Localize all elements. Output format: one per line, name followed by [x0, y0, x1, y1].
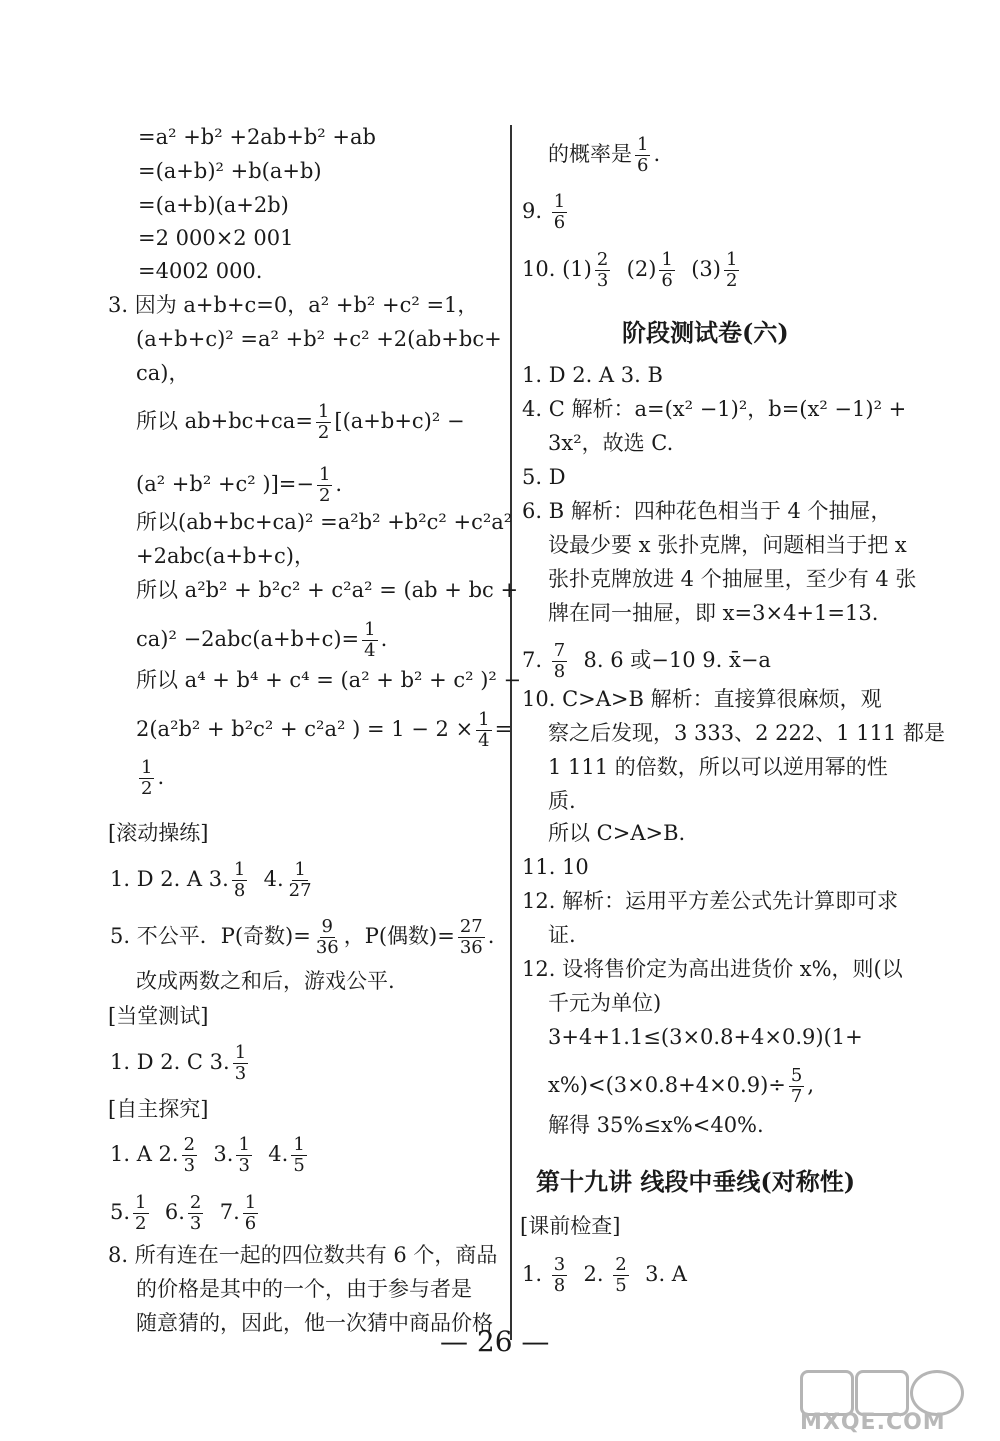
section-self-explore: [自主探究]: [108, 1097, 209, 1121]
fraction: [232, 860, 247, 901]
right-top-tail: .: [653, 142, 661, 166]
fraction: [476, 710, 491, 751]
q3-line-1: 3. 因为 a+b+c=0，a² +b² +c² =1，: [108, 293, 479, 317]
in-class-answers: 1. D 2. C 3.: [110, 1050, 230, 1074]
fraction: [314, 917, 341, 958]
denominator: 6: [661, 270, 673, 291]
q3-line-6: 所以(ab+bc+ca)² =a²b² +b²c² +c²a²: [136, 510, 513, 534]
q3-line-5: [136, 465, 342, 506]
explore-8-line-2: 的价格是其中的一个，由于参与者是: [136, 1277, 472, 1301]
stage-12f-tail: ,: [807, 1073, 815, 1097]
fraction: [635, 135, 650, 176]
stage-line-10c: 1 111 的倍数，所以可以逆用幂的性: [548, 755, 888, 779]
stage-line-12g: 解得 35%≤x%<40%.: [548, 1113, 764, 1137]
numerator: 1: [318, 464, 331, 485]
stage-line-7: [522, 641, 771, 682]
denominator: 8: [553, 661, 566, 682]
fraction: [236, 1135, 251, 1176]
answer-10: [522, 250, 742, 291]
fraction: [317, 465, 332, 506]
stage-line-4b: 3x²，故选 C.: [548, 431, 674, 455]
q3-line-4: [136, 402, 465, 443]
numerator: 1: [317, 401, 330, 422]
numerator: 1: [293, 1134, 305, 1155]
denominator: 8: [233, 880, 246, 901]
fraction: [552, 1255, 567, 1296]
rolling-5-text: 5. 不公平．P(奇数)=: [110, 924, 311, 948]
denominator: 3: [596, 270, 609, 291]
numerator: 2: [615, 1254, 627, 1275]
denominator: 36: [459, 937, 483, 958]
q3-line-11: [136, 710, 512, 751]
stage-line-6d: 牌在同一抽屉，即 x=3×4+1=13.: [548, 601, 879, 625]
fraction: [139, 758, 154, 799]
numerator: 1: [238, 1134, 250, 1155]
answer-10-part-3: (3): [691, 257, 721, 281]
right-top-line: [548, 135, 660, 176]
stage-line-6a: 6. B 解析：四种花色相当于 4 个抽屉，: [522, 499, 892, 523]
eq-line-4: =2 000×2 001: [138, 226, 294, 250]
explore-answers-d: 5.: [110, 1200, 131, 1224]
denominator: 3: [234, 1063, 247, 1084]
denominator: 27: [288, 880, 312, 901]
explore-line-1: [110, 1135, 310, 1176]
numerator: 1: [294, 859, 306, 880]
rolling-line-5: [110, 917, 494, 958]
numerator: 2: [189, 1192, 202, 1213]
numerator: 1: [141, 757, 153, 778]
right-top-text: 的概率是: [548, 142, 632, 166]
eq-line-1: =a² +b² +2ab+b² +ab: [138, 125, 376, 149]
stage-line-10e: 所以 C>A>B.: [548, 821, 686, 845]
q3-line-7: +2abc(a+b+c)，: [136, 544, 315, 568]
stage-line-12d: 千元为单位): [548, 991, 662, 1015]
denominator: 3: [238, 1155, 250, 1176]
rolling-line-5b: 改成两数之和后，游戏公平.: [136, 969, 395, 993]
denominator: 7: [790, 1086, 803, 1107]
fraction: [724, 250, 739, 291]
answer-9: [522, 192, 570, 233]
stage-line-12b: 证.: [548, 923, 576, 947]
numerator: 2: [596, 249, 609, 270]
pre-check-line-1: [522, 1255, 687, 1296]
denominator: 2: [141, 778, 153, 799]
explore-8-line-1: 8. 所有连在一起的四位数共有 6 个，商品: [108, 1243, 498, 1267]
q3-line-5-tail: .: [335, 472, 343, 496]
section-rolling: [滚动操练]: [108, 821, 209, 845]
q3-line-5-text: (a² +b² +c² )]=−: [136, 472, 314, 496]
q3-line-9-text: ca)² −2abc(a+b+c)=: [136, 627, 360, 651]
page-number: — 26 —: [440, 1325, 550, 1358]
numerator: 1: [244, 1192, 257, 1213]
denominator: 4: [364, 640, 376, 661]
q3-line-10: 所以 a⁴ + b⁴ + c⁴ = (a² + b² + c² )² −: [136, 668, 522, 692]
numerator: 2: [183, 1134, 196, 1155]
eq-line-5: =4002 000.: [138, 259, 263, 283]
fraction: [233, 1043, 248, 1084]
stage-7-rest: 8. 6 或−10 9. x̄−a: [583, 648, 771, 672]
numerator: 7: [553, 640, 566, 661]
eq-line-3: =(a+b)(a+2b): [138, 193, 289, 217]
stage-line-12c: 12. 设将售价定为高出进货价 x%，则(以: [522, 957, 903, 981]
q3-line-12-tail: .: [157, 765, 165, 789]
stage-12f-text: x%)<(3×0.8+4×0.9)÷: [548, 1073, 786, 1097]
denominator: 3: [183, 1155, 196, 1176]
q3-line-4-text: 所以 ab+bc+ca=: [136, 409, 313, 433]
site-watermark: [800, 1370, 990, 1436]
answer-9-label: 9.: [522, 199, 543, 223]
numerator: 1: [637, 134, 649, 155]
denominator: 6: [244, 1213, 257, 1234]
stage-line-10d: 质.: [548, 789, 576, 813]
rolling-line-1: [110, 860, 317, 901]
fraction: [182, 1135, 197, 1176]
numerator: 1: [725, 249, 738, 270]
denominator: 6: [637, 155, 649, 176]
fraction: [188, 1193, 203, 1234]
denominator: 5: [293, 1155, 305, 1176]
fraction: [613, 1255, 628, 1296]
q3-line-11-text: 2(a²b² + b²c² + c²a² ) = 1 − 2 ×: [136, 717, 474, 741]
rolling-answers-b: 4.: [263, 867, 284, 891]
pre-check-1-label: 1.: [522, 1262, 543, 1286]
explore-line-2: [110, 1193, 261, 1234]
stage-line-12e: 3+4+1.1≤(3×0.8+4×0.9)(1+: [548, 1025, 863, 1049]
numerator: 1: [364, 619, 376, 640]
stage-line-11: 11. 10: [522, 855, 589, 879]
in-class-line-1: [110, 1043, 251, 1084]
numerator: 1: [553, 191, 566, 212]
watermark-text: MXQE.COM: [800, 1410, 946, 1435]
fraction: [243, 1193, 258, 1234]
denominator: 6: [553, 212, 566, 233]
stage-line-6c: 张扑克牌放进 4 个抽屉里，至少有 4 张: [548, 567, 917, 591]
numerator: 27: [459, 916, 483, 937]
explore-answers-f: 7.: [219, 1200, 240, 1224]
q3-line-2: (a+b+c)² =a² +b² +c² +2(ab+bc+: [136, 327, 502, 351]
denominator: 36: [315, 937, 339, 958]
stage-line-10a: 10. C>A>B 解析：直接算很麻烦，观: [522, 687, 882, 711]
fraction: [362, 620, 377, 661]
numerator: 1: [661, 249, 673, 270]
rolling-5-tail: .: [487, 924, 495, 948]
stage-line-4a: 4. C 解析：a=(x² −1)²，b=(x² −1)² +: [522, 397, 907, 421]
explore-answers-e: 6.: [164, 1200, 185, 1224]
numerator: 9: [321, 916, 333, 937]
explore-8-line-3: 随意猜的，因此，他一次猜中商品价格: [136, 1311, 493, 1335]
explore-answers-c: 4.: [268, 1142, 289, 1166]
denominator: 4: [478, 730, 490, 751]
stage-7-label: 7.: [522, 648, 543, 672]
fraction: [133, 1193, 148, 1234]
fraction: [287, 860, 314, 901]
section-pre-check: [课前检查]: [520, 1214, 621, 1238]
stage-line-10b: 察之后发现，3 333、2 222、1 111 都是: [548, 721, 946, 745]
fraction: [316, 402, 331, 443]
numerator: 3: [553, 1254, 566, 1275]
fraction: [789, 1066, 804, 1107]
pre-check-3: 3. A: [645, 1262, 687, 1286]
eq-line-2: =(a+b)² +b(a+b): [138, 159, 322, 183]
denominator: 2: [725, 270, 738, 291]
fraction: [552, 641, 567, 682]
q3-line-9: [136, 620, 387, 661]
denominator: 2: [318, 485, 331, 506]
q3-line-11-tail: =: [494, 717, 513, 741]
numerator: 5: [790, 1065, 803, 1086]
q3-line-9-tail: .: [380, 627, 388, 651]
fraction: [595, 250, 610, 291]
pre-check-2-label: 2.: [583, 1262, 604, 1286]
q3-line-3: ca)，: [136, 361, 190, 385]
q3-line-4-tail: [(a+b+c)² −: [334, 409, 465, 433]
numerator: 1: [233, 859, 246, 880]
fraction: [552, 192, 567, 233]
numerator: 1: [478, 709, 490, 730]
stage-line-5: 5. D: [522, 465, 566, 489]
section-in-class-test: [当堂测试]: [108, 1004, 209, 1028]
explore-answers-a: 1. A 2.: [110, 1142, 179, 1166]
stage-line-6b: 设最少要 x 张扑克牌，问题相当于把 x: [548, 533, 907, 557]
q3-line-8: 所以 a²b² + b²c² + c²a² = (ab + bc +: [136, 578, 519, 602]
answer-10-part-2: (2): [626, 257, 657, 281]
numerator: 1: [234, 1042, 247, 1063]
explore-answers-b: 3.: [213, 1142, 234, 1166]
rolling-answers-a: 1. D 2. A 3.: [110, 867, 229, 891]
denominator: 5: [615, 1275, 627, 1296]
stage-test-title: 阶段测试卷(六): [622, 318, 789, 347]
denominator: 3: [189, 1213, 202, 1234]
answer-10-part-1: 10. (1): [522, 257, 592, 281]
numerator: 1: [135, 1192, 147, 1213]
fraction: [659, 250, 674, 291]
q3-line-12: [136, 758, 164, 799]
stage-line-12a: 12. 解析：运用平方差公式先计算即可求: [522, 889, 899, 913]
fraction: [291, 1135, 306, 1176]
stage-line-1: 1. D 2. A 3. B: [522, 363, 663, 387]
fraction: [458, 917, 485, 958]
denominator: 8: [553, 1275, 566, 1296]
denominator: 2: [317, 422, 330, 443]
stage-line-12f: [548, 1066, 814, 1107]
lecture-title: 第十九讲 线段中垂线(对称性): [536, 1167, 856, 1196]
denominator: 2: [135, 1213, 147, 1234]
rolling-5-mid: ，P(偶数)=: [343, 924, 455, 948]
